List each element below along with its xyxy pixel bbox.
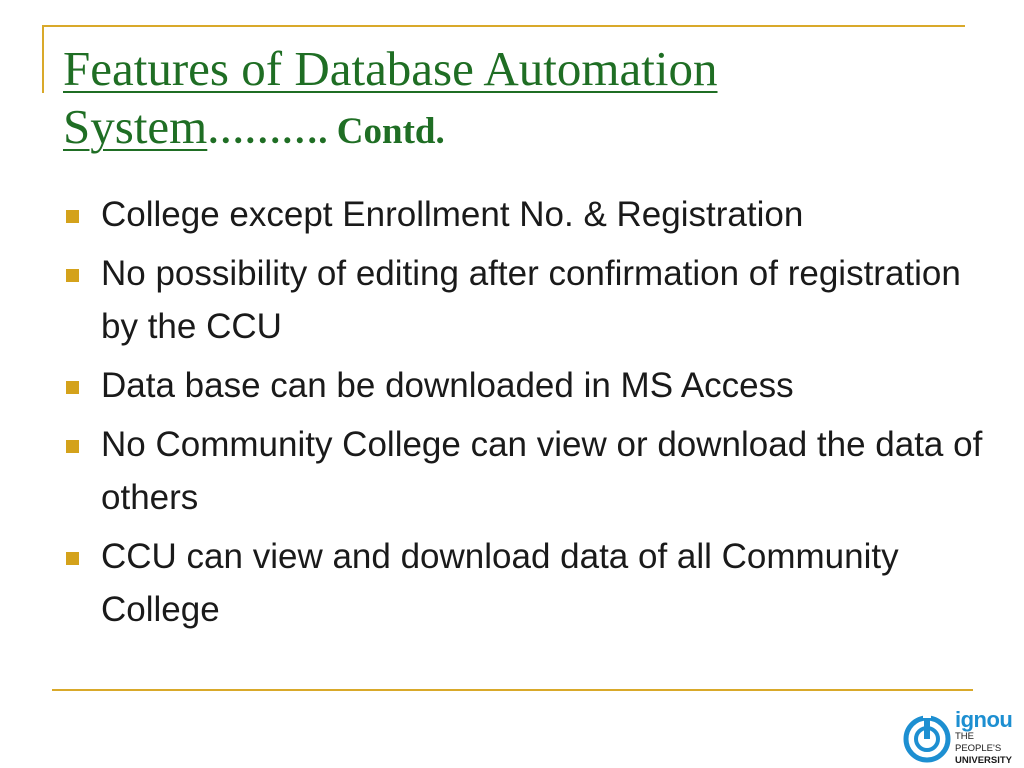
bullet-item: CCU can view and download data of all Community College	[64, 530, 984, 636]
bottom-border-line	[52, 689, 973, 691]
bullet-item: No possibility of editing after confirmation of registration by the CCU	[64, 247, 984, 353]
ignou-logo-icon	[903, 713, 951, 763]
bullet-list	[64, 188, 984, 642]
bullet-item: No Community College can view or download the data of others	[64, 418, 984, 524]
top-border-line	[42, 25, 965, 27]
logo-wordmark: ignou	[955, 707, 1013, 732]
logo-tagline-1: THE PEOPLE'S	[955, 731, 1002, 754]
bullet-item: College except Enrollment No. & Registration	[64, 188, 984, 241]
slide-title	[63, 40, 963, 161]
bullet-item: Data base can be downloaded in MS Access	[64, 359, 984, 412]
logo-text	[955, 709, 1021, 767]
logo-tagline-2: UNIVERSITY	[955, 755, 1013, 766]
title-main: Features of Database Automation System	[63, 41, 718, 154]
ignou-logo	[903, 709, 1021, 767]
title-contd: ………. Contd.	[207, 111, 445, 152]
left-border-line	[42, 25, 44, 93]
